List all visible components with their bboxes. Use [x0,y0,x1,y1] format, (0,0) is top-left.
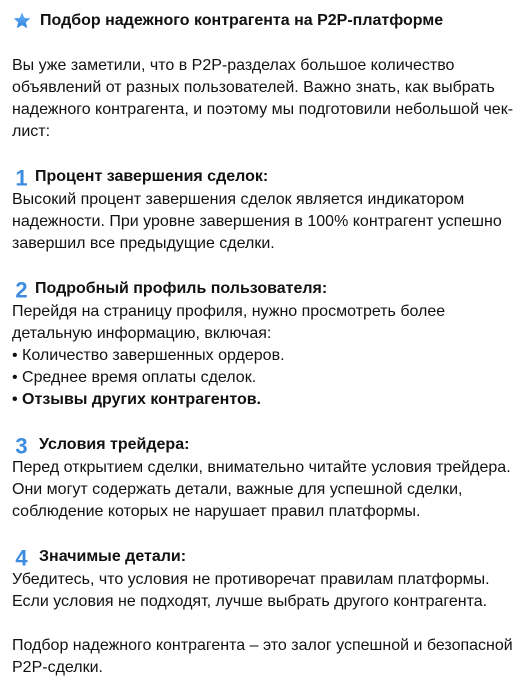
conclusion-text: Подбор надежного контрагента – это залог успешной и безопасной P2P-сделки. [12,637,513,676]
section-4-text: Убедитесь, что условия не противоречат правилам платформы. Если условия не подходят, лучше выбрать другого контрагента. [12,571,490,610]
section-4-heading: Значимые детали: [39,548,187,565]
svg-text:2: 2 [15,278,28,300]
star-icon [12,11,32,31]
svg-text:3: 3 [15,434,28,456]
intro-text: Вы уже заметили, что в P2P-разделах большое количество объявлений от разных пользователей. Важно знать, как выбрать надежного контрагента, и поэтому мы подготовили небольшой чек-лист: [12,57,514,140]
section-1-heading: Процент завершения сделок: [35,168,269,185]
keycap-4-icon [12,546,31,568]
section-1-text: Высокий процент завершения сделок является индикатором надежности. При уровне завершения в 100% контрагент успешно завершил все предыдущие сделки. [12,191,502,252]
keycap-3-icon [12,434,31,456]
section-2-bullet-3 [12,389,522,411]
section-3-heading: Условия трейдера: [39,436,190,453]
section-2-heading-row [12,277,522,301]
section-1-heading-row [12,165,522,189]
svg-text:1: 1 [15,166,28,188]
section-3-text: Перед открытием сделки, внимательно читайте условия трейдера. Они могут содержать детали, важные для успешной сделки, соблюдение которых не нарушает правил платформы. [12,459,511,520]
keycap-1-icon [12,166,31,188]
section-2-bullet-3-text: • Отзывы других контрагентов. [12,391,261,408]
section-4-heading-row [12,545,522,569]
section-2-bullet-2: • Среднее время оплаты сделок. [12,369,257,386]
section-2-heading: Подробный профиль пользователя: [35,280,328,297]
section-3-heading-row [12,433,522,457]
post-title: Подбор надежного контрагента на P2P-платформе [40,12,444,29]
section-2-text: Перейдя на страницу профиля, нужно просмотреть более детальную информацию, включая: [12,303,446,342]
section-2-bullet-1: • Количество завершенных ордеров. [12,347,285,364]
keycap-2-icon [12,278,31,300]
post-title-row [12,9,522,33]
svg-text:4: 4 [15,546,28,568]
